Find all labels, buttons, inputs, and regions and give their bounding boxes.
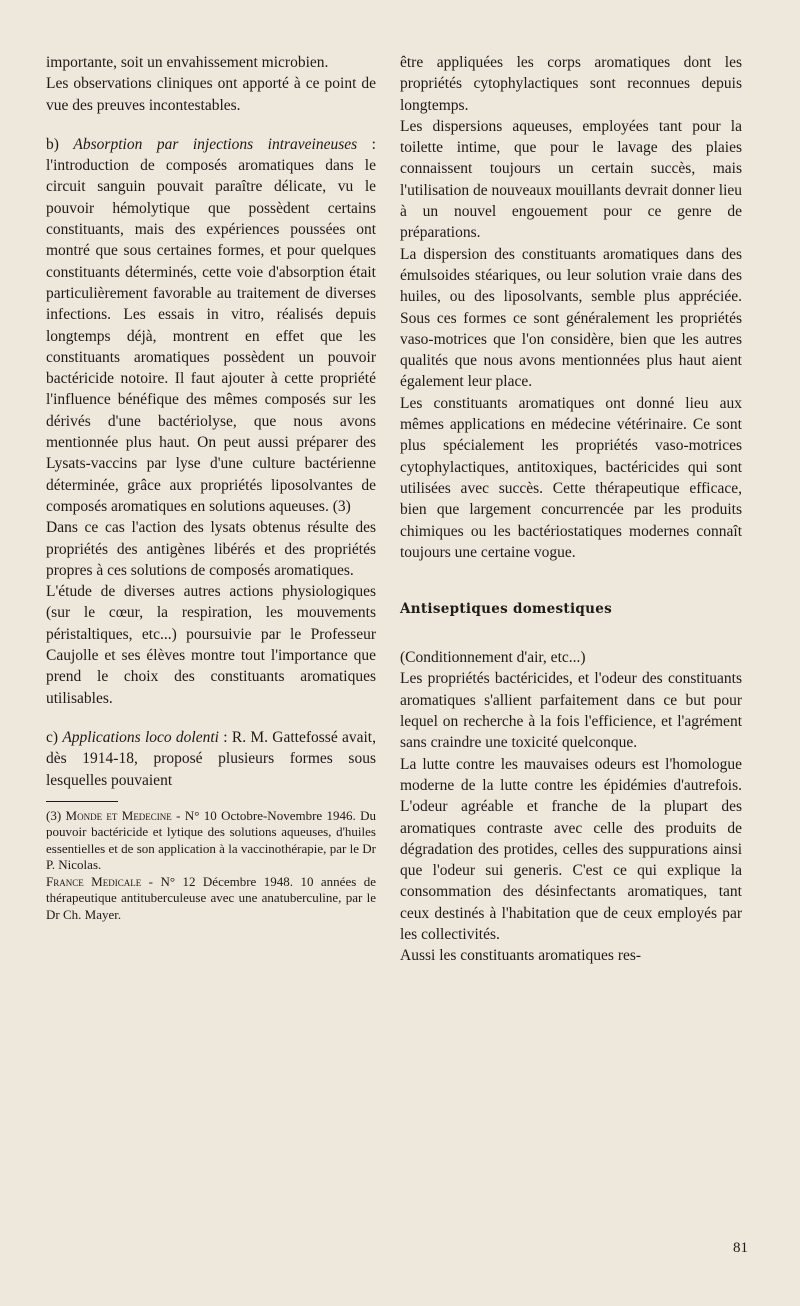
footnote	[46, 874, 376, 924]
paragraph: Les observations cliniques ont apporté à ce point de vue des preuves incontestables.	[46, 75, 376, 114]
paragraph: importante, soit un envahissement microbien.	[46, 54, 329, 71]
paragraph: Les constituants aromatiques ont donné lieu aux mêmes applications en médecine vétérinaire. Ce sont plus spécialement les propriétés vaso-motrices cytophylactiques, antitoxiques, bactéricides qui sont utilisées avec succès. Cette thérapeutique efficace, bien que largement concurrencée par les produits chimiques ou les bactériostatiques modernes connaît toujours une certaine vogue.	[400, 394, 742, 561]
footnote-source: Monde et Medecine	[65, 807, 172, 823]
paragraph-applications	[46, 727, 376, 791]
paragraph: être appliquées les corps aromatiques dont les propriétés cytophylactiques sont reconnues depuis longtemps.	[400, 54, 742, 114]
paragraph: La lutte contre les mauvaises odeurs est l'homologue moderne de la lutte contre les épidémies d'autrefois. L'odeur agréable et franche de la plupart des aromatiques contraste avec celle des produits de dégradation des protides, celles des suppurations ainsi que l'odeur sui generis. C'est ce qui explique la consommation des désinfectants aromatiques, tant ceux destinés à l'habitation que de ceux employés par les collectivités.	[400, 755, 742, 943]
paragraph: La dispersion des constituants aromatiques dans des émulsoides stéariques, ou leur solution vraie dans des huiles, ou des liposolvants, semble plus appréciée. Sous ces formes ce sont généralement les propriétés vaso-motrices que l'on considère, bien que les autres qualités que nous avons mentionnées plus haut aient également leur place.	[400, 245, 742, 391]
footnote-source: France Medicale	[46, 873, 142, 889]
paragraph: (Conditionnement d'air, etc...)	[400, 649, 586, 667]
paragraph-absorption	[46, 134, 376, 517]
footnote-text: - N° 12 Décembre 1948. 10 années de thérapeutique antituberculeuse avec une anatuberculine, par le Dr Ch. Mayer.	[46, 873, 376, 922]
footnote-number: (3)	[46, 807, 66, 823]
item-title: Applications loco dolenti	[62, 728, 219, 746]
item-prefix: b)	[46, 135, 74, 153]
right-column	[400, 52, 742, 967]
paragraph: Les dispersions aqueuses, employées tant pour la toilette intime, que pour le lavage des plaies connaissent toujours un certain succès, mais l'utilisation de nouveaux mouillants devrait donner lieu à un nouvel engouement pour ce genre de préparations.	[400, 117, 742, 242]
item-body: : R. M. Gattefossé avait, dès 1914-18, proposé plusieurs formes sous lesquelles pouvaient	[46, 728, 376, 789]
paragraph: Aussi les constituants aromatiques res-	[400, 947, 642, 965]
paragraph: Les propriétés bactéricides, et l'odeur des constituants aromatiques s'allient parfaitement dans ce but pour lequel on recherche à la fois l'efficience, et l'agrément sans craindre une toxicité quelconque.	[400, 670, 742, 752]
footnote	[46, 808, 376, 874]
item-title: Absorption par injections intraveineuses	[73, 135, 358, 153]
footnote-divider	[46, 801, 118, 802]
item-prefix: c)	[46, 728, 63, 746]
paragraph: L'étude de diverses autres actions physiologiques (sur le cœur, la respiration, les mouvements péristaltiques, etc...) poursuivie par le Professeur Caujolle et ses élèves montre tout l'importance que prend le choix des constituants aromatiques utilisables.	[46, 583, 376, 707]
page-number: 81	[733, 1240, 748, 1256]
left-column	[46, 52, 376, 923]
section-heading: Antiseptiques domestiques	[400, 601, 613, 618]
paragraph: Dans ce cas l'action des lysats obtenus résulte des propriétés des antigènes libérés et des propriétés propres à ces solutions de composés aromatiques.	[46, 519, 376, 579]
footnote-text: - N° 10 Octobre-Novembre 1946. Du pouvoir bactéricide et lytique des solutions aqueuses, d'huiles essentielles et de son application à la vaccinothérapie, par le Dr P. Nicolas.	[46, 807, 376, 873]
item-body: : l'introduction de composés aromatiques dans le circuit sanguin pouvait paraître délicate, vu le pouvoir hémolytique que possèdent certains constituants, mais des expériences poussées ont montré que sous certaines formes, et pour quelques constituants déterminés, cette voie d'absorption était particulièrement favorable au traitement de diverses infections. Les essais in vitro, réalisés depuis longtemps déjà, montrent en effet que les constituants aromatiques possèdent un pouvoir bactéricide notoire. Il faut ajouter à cette propriété l'influence bénéfique des mêmes composés sur les dérivés d'une bactériolyse, que nous avons mentionnée plus haut. On peut aussi préparer des Lysats-vaccins par lyse d'une culture bactérienne déterminée, grâce aux propriétés liposolvantes de composés aromatiques en solutions aqueuses. (3)	[46, 135, 376, 515]
